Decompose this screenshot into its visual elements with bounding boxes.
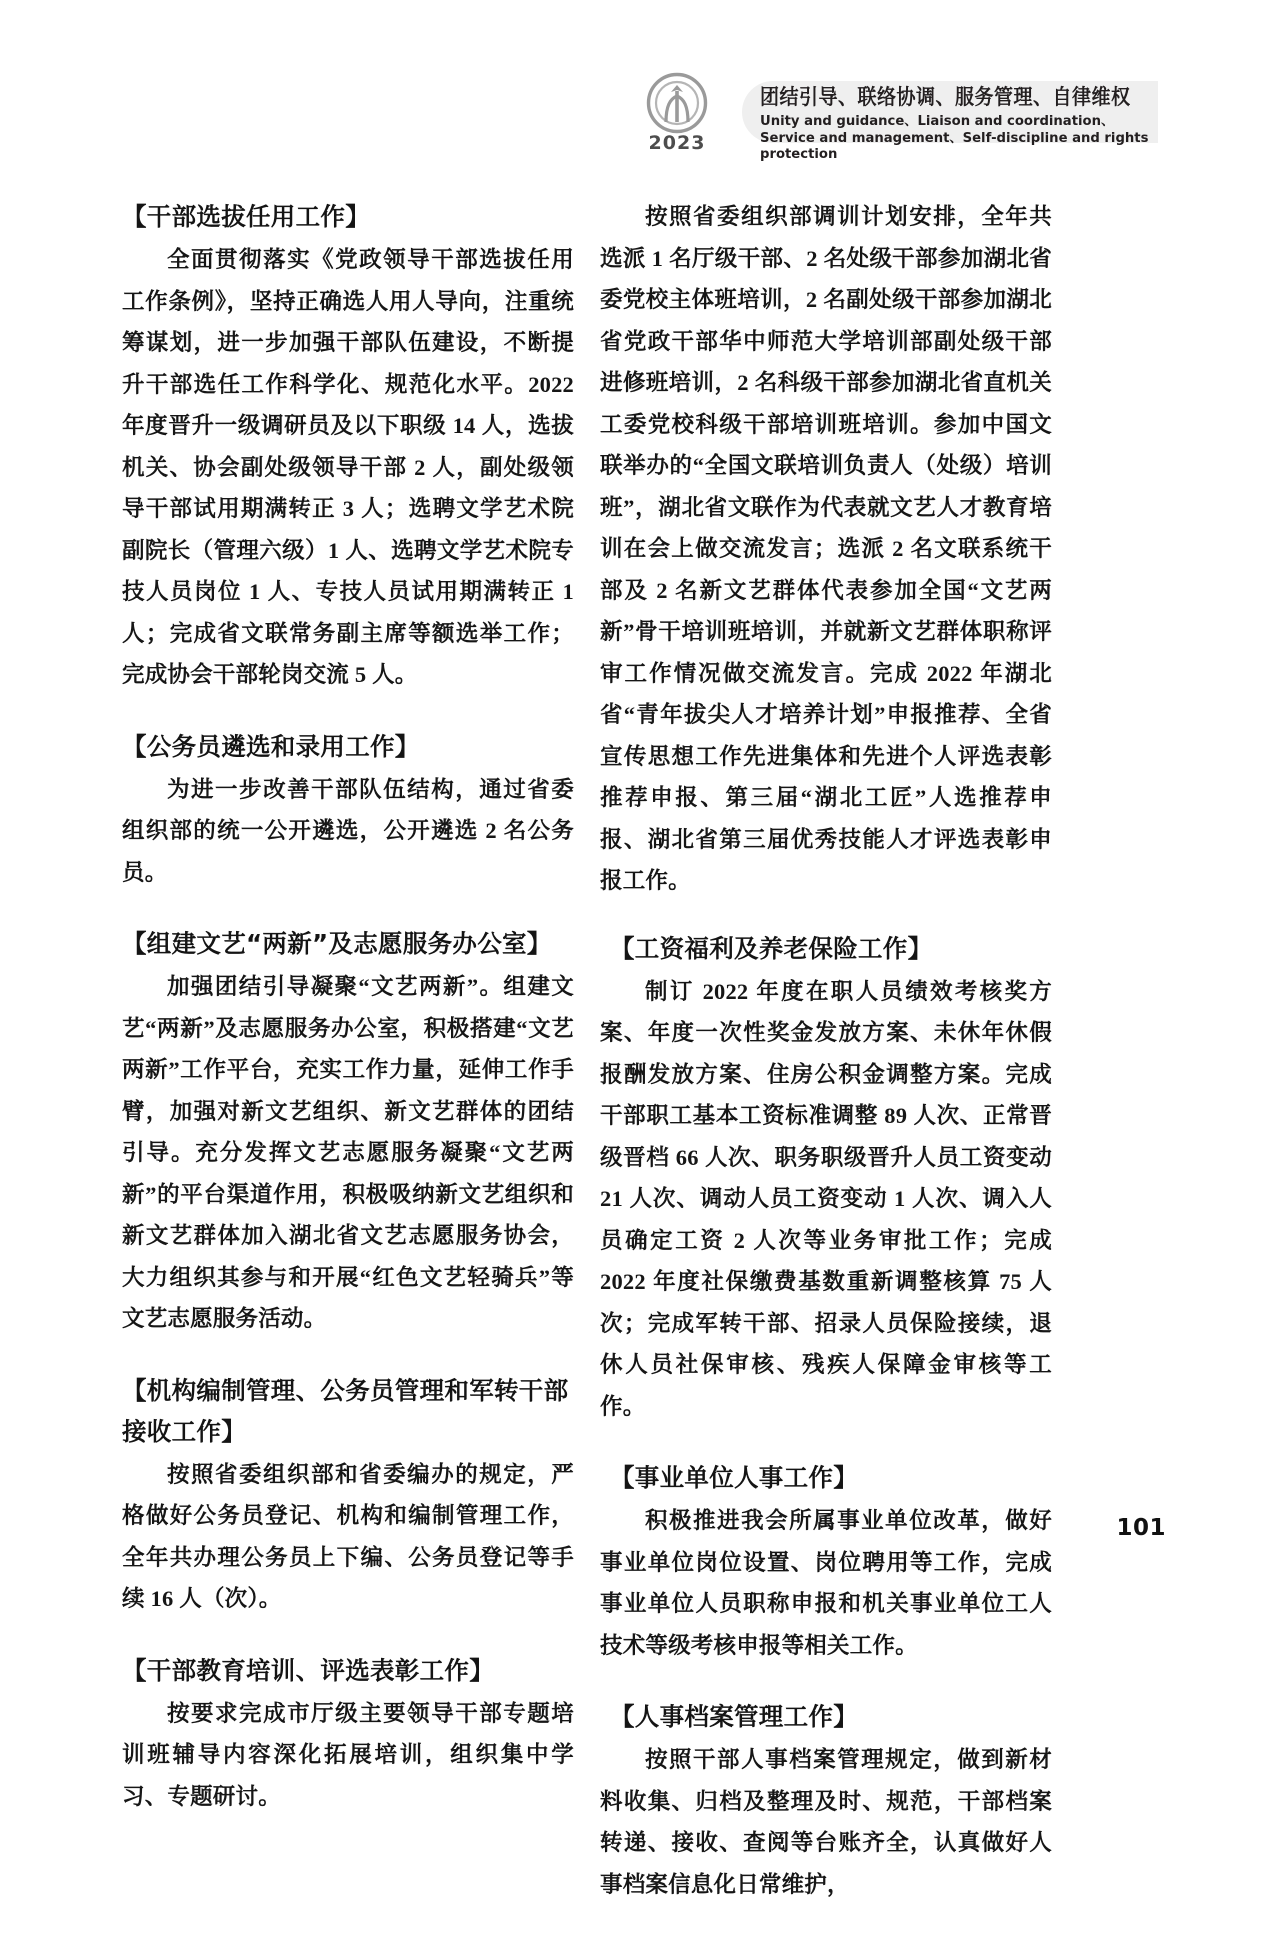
section-title: 【干部教育培训、评选表彰工作】 <box>122 1655 494 1685</box>
section-body: 按要求完成市厅级主要领导干部专题培训班辅导内容深化拓展培训，组织集中学习、专题研讨。 <box>122 1700 574 1809</box>
section-civil-servant-selection <box>122 726 574 894</box>
emblem-year-label: 2023 <box>648 132 706 154</box>
section-title: 【机构编制管理、公务员管理和军转干部接收工作】 <box>122 1375 569 1446</box>
section-body: 积极推进我会所属事业单位改革，做好事业单位岗位设置、岗位聘用等工作，完成事业单位人员职称申报和机关事业单位工人技术等级考核申报等相关工作。 <box>600 1508 1052 1658</box>
left-column <box>122 196 574 1847</box>
section-public-institution-personnel <box>600 1457 1052 1666</box>
section-title: 【干部选拔任用工作】 <box>122 202 370 231</box>
section-title: 【工资福利及养老保险工作】 <box>610 933 933 963</box>
section-body: 按照省委组织部和省委编办的规定，严格做好公务员登记、机构和编制管理工作，全年共办理公务员上下编、公务员登记等手续 16 人（次）。 <box>122 1461 574 1611</box>
section-body: 按照干部人事档案管理规定，做到新材料收集、归档及整理及时、规范，干部档案转递、接收、查阅等台账齐全，认真做好人事档案信息化日常维护， <box>600 1747 1052 1897</box>
cflac-emblem-icon <box>646 72 708 134</box>
section-body: 为进一步改善干部队伍结构，通过省委组织部的统一公开遴选，公开遴选 2 名公务员。 <box>122 776 574 885</box>
section-body: 全面贯彻落实《党政领导干部选拔任用工作条例》，坚持正确选人用人导向，注重统筹谋划，进一步加强干部队伍建设，不断提升干部选任工作科学化、规范化水平。2022 年度晋升一级调研员及以下职级 14 人，选拔机关、协会副处级领导干部 2 人，副处级领导干部试用期满转正 3 人；选聘文学艺术院副院长（管理六级）1 人、选聘文学艺术院专技人员岗位 1 人、专技人员试用期满转正 1 人；完成省文联常务副主席等额选举工作；完成协会干部轮岗交流 5 人。 <box>122 247 574 687</box>
section-body: 加强团结引导凝聚“文艺两新”。组建文艺“两新”及志愿服务办公室，积极搭建“文艺两新”工作平台，充实工作力量，延伸工作手臂，加强对新文艺组织、新文艺群体的团结引导。充分发挥文艺志愿服务凝聚“文艺两新”的平台渠道作用，积极吸纳新文艺组织和新文艺群体加入湖北省文艺志愿服务协会，大力组织其参与和开展“红色文艺轻骑兵”等文艺志愿服务活动。 <box>122 974 574 1331</box>
section-title: 【人事档案管理工作】 <box>610 1702 858 1731</box>
section-title: 【组建文艺“两新”及志愿服务办公室】 <box>122 929 552 958</box>
page-header <box>0 68 1276 162</box>
right-column <box>600 196 1052 1935</box>
section-liangxin-office <box>122 923 574 1340</box>
section-body: 制订 2022 年度在职人员绩效考核奖方案、年度一次性奖金发放方案、未休年休假报酬发放方案、住房公积金调整方案。完成干部职工基本工资标准调整 89 人次、正常晋级晋档 66 人次、职务职级晋升人员工资变动 21 人次、调动人员工资变动 1 人次、调入人员确定工资 2 人次等业务审批工作；完成 2022 年度社保缴费基数重新调整核算 75 人次；完成军转干部、招录人员保险接续，退休人员社保审核、残疾人保障金审核等工作。 <box>600 978 1052 1419</box>
section-title: 【公务员遴选和录用工作】 <box>122 731 420 761</box>
header-slogan-english: Unity and guidance、Liaison and coordination、Service and management、Self-discipline and rights protection <box>760 114 1149 162</box>
section-cadre-selection <box>122 196 574 696</box>
section-body: 按照省委组织部调训计划安排，全年共选派 1 名厅级干部、2 名处级干部参加湖北省委党校主体班培训，2 名副处级干部参加湖北省党政干部华中师范大学培训部副处级干部进修班培训，2 名科级干部参加湖北省直机关工委党校科级干部培训班培训。参加中国文联举办的“全国文联培训负责人（处级）培训班”，湖北省文联作为代表就文艺人才教育培训在会上做交流发言；选派 2 名文联系统干部及 2 名新文艺群体代表参加全国“文艺两新”骨干培训班培训，并就新文艺群体职称评审工作情况做交流发言。完成 2022 年湖北省“青年拔尖人才培养计划”申报推荐、全省宣传思想工作先进集体和先进个人评选表彰推荐申报、第三届“湖北工匠”人选推荐申报、湖北省第三届优秀技能人才评选表彰申报工作。 <box>600 204 1052 893</box>
header-slogan-block <box>760 84 1180 164</box>
page-number: 101 <box>1116 1515 1166 1541</box>
emblem-block <box>625 72 729 158</box>
section-staffing-management <box>122 1370 574 1620</box>
section-training-continuation <box>600 196 1052 902</box>
section-cadre-training <box>122 1650 574 1818</box>
section-title: 【事业单位人事工作】 <box>610 1463 858 1492</box>
section-personnel-archives <box>600 1696 1052 1905</box>
header-slogan-chinese: 团结引导、联络协调、服务管理、自律维权 <box>760 85 1131 110</box>
section-salary-pension <box>600 928 1052 1428</box>
